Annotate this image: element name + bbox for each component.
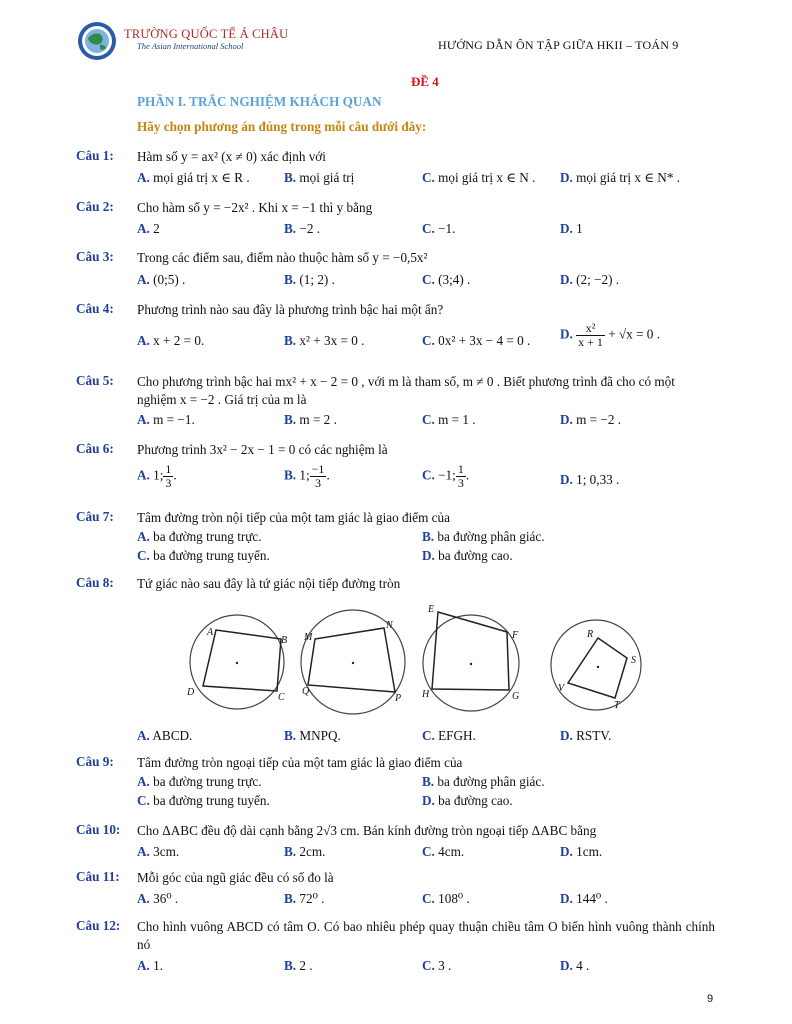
school-name-vn: TRƯỜNG QUỐC TẾ Á CHÂU bbox=[124, 27, 289, 41]
option-c: C. mọi giá trị x ∈ N . bbox=[422, 170, 536, 185]
option-c: C. EFGH. bbox=[422, 728, 476, 743]
question-label: Câu 3: bbox=[76, 249, 114, 264]
question-label: Câu 6: bbox=[76, 441, 114, 456]
question-label: Câu 2: bbox=[76, 199, 114, 214]
question-stem: Tứ giác nào sau đây là tứ giác nội tiếp đường tròn bbox=[137, 576, 401, 591]
option-b: B. (1; 2) . bbox=[284, 272, 335, 287]
option-a: A. m = −1. bbox=[137, 412, 195, 427]
option-c: C. 108⁰ . bbox=[422, 891, 470, 906]
question-label: Câu 7: bbox=[76, 509, 114, 524]
option-c: C. m = 1 . bbox=[422, 412, 476, 427]
label-s: S bbox=[631, 655, 636, 666]
option-d: D. $\frac{\text{x²}}{x + 1}$ + √x = 0 . bbox=[560, 321, 660, 349]
question-label: Câu 4: bbox=[76, 301, 114, 316]
question-label: Câu 9: bbox=[76, 754, 114, 769]
option-a: A. ABCD. bbox=[137, 728, 193, 743]
option-b: B. ba đường phân giác. bbox=[422, 529, 545, 544]
option-d: D. ba đường cao. bbox=[422, 548, 513, 563]
option-a: A. x + 2 = 0. bbox=[137, 333, 205, 348]
option-d: D. mọi giá trị x ∈ N* . bbox=[560, 170, 681, 185]
option-b: B. −2 . bbox=[284, 221, 321, 236]
option-d: D. 1 bbox=[560, 221, 583, 236]
option-c: C. −1. bbox=[422, 221, 456, 236]
option-d: D. 4 . bbox=[560, 958, 590, 973]
option-a: A. 3cm. bbox=[137, 844, 180, 859]
question-stem: Phương trình 3x² − 2x − 1 = 0 có các nghiệm là bbox=[137, 442, 388, 457]
label-v: V bbox=[558, 683, 565, 694]
option-b: B. x² + 3x = 0 . bbox=[284, 333, 365, 348]
option-b: B. mọi giá trị bbox=[284, 170, 355, 185]
figure-rstv bbox=[551, 620, 641, 710]
label-m: M bbox=[304, 632, 313, 643]
figure-efgh bbox=[423, 612, 519, 711]
option-c: C. −1; $\frac{1}{3}$ . bbox=[422, 462, 470, 490]
option-a: A. ba đường trung trực. bbox=[137, 774, 262, 789]
option-a: A. ba đường trung trực. bbox=[137, 529, 262, 544]
option-b: B. ba đường phân giác. bbox=[422, 774, 545, 789]
option-d: D. RSTV. bbox=[560, 728, 612, 743]
instruction: Hãy chọn phương án đúng trong mỗi câu dưới đây: bbox=[137, 119, 427, 134]
option-d: D. m = −2 . bbox=[560, 412, 622, 427]
question-label: Câu 1: bbox=[76, 148, 114, 163]
question-label: Câu 8: bbox=[76, 575, 114, 590]
option-b: B. 2cm. bbox=[284, 844, 326, 859]
label-r: R bbox=[587, 629, 594, 640]
option-d: D. 144⁰ . bbox=[560, 891, 608, 906]
exam-title: ĐỀ 4 bbox=[411, 74, 439, 89]
question-stem: Cho hàm số y = −2x² . Khi x = −1 thì y bằng bbox=[137, 200, 373, 215]
question-stem: Trong các điểm sau, điểm nào thuộc hàm số y = −0,5x² bbox=[137, 250, 428, 265]
option-c: C. (3;4) . bbox=[422, 272, 471, 287]
option-a: A. 2 bbox=[137, 221, 160, 236]
question-label: Câu 5: bbox=[76, 373, 114, 388]
label-a: A bbox=[207, 627, 214, 638]
option-b: B. 1; $\frac{-1}{3}$ . bbox=[284, 462, 330, 490]
label-b: B bbox=[281, 635, 288, 646]
question-stem: Mỗi góc của ngũ giác đều có số đo là bbox=[137, 870, 334, 885]
option-c: C. ba đường trung tuyến. bbox=[137, 793, 270, 808]
option-b: B. MNPQ. bbox=[284, 728, 341, 743]
option-a: A. 1. bbox=[137, 958, 164, 973]
figure-abcd bbox=[190, 615, 284, 709]
label-d: D bbox=[187, 687, 195, 698]
document-title: HƯỚNG DẪN ÔN TẬP GIỮA HKII – TOÁN 9 bbox=[438, 38, 679, 52]
label-n: N bbox=[386, 620, 393, 631]
option-a: A. mọi giá trị x ∈ R . bbox=[137, 170, 250, 185]
label-c: C bbox=[278, 692, 285, 703]
question-stem: Hàm số y = ax² (x ≠ 0) xác định với bbox=[137, 149, 326, 164]
question-stem: Tâm đường tròn ngoại tiếp của một tam giác là giao điểm của bbox=[137, 755, 463, 770]
option-c: C. ba đường trung tuyến. bbox=[137, 548, 270, 563]
question-label: Câu 11: bbox=[76, 869, 120, 884]
page-number: 9 bbox=[707, 993, 714, 1005]
question-stem: Cho hình vuông ABCD có tâm O. Có bao nhiêu phép quay thuận chiều tâm O biến hình vuông thành chính nó bbox=[137, 919, 715, 952]
school-logo-icon bbox=[76, 20, 118, 62]
option-d: D. ba đường cao. bbox=[422, 793, 513, 808]
question-stem: Cho ΔABC đều độ dài cạnh bằng 2√3 cm. Bán kính đường tròn ngoại tiếp ΔABC bằng bbox=[137, 823, 597, 838]
option-d: D. 1; 0,33 . bbox=[560, 472, 620, 487]
question-stem: Tâm đường tròn nội tiếp của một tam giác là giao điểm của bbox=[137, 510, 450, 525]
option-c: C. 3 . bbox=[422, 958, 452, 973]
quadrilateral-figures bbox=[180, 600, 650, 718]
option-b: B. m = 2 . bbox=[284, 412, 337, 427]
section-title: PHẦN I. TRẮC NGHIỆM KHÁCH QUAN bbox=[137, 94, 382, 109]
option-a: A. 36⁰ . bbox=[137, 891, 179, 906]
question-stem: Cho phương trình bậc hai mx² + x − 2 = 0 , với m là tham số, m ≠ 0 . Biết phương trình đã cho có một nghiệm x = −2 . Giá trị của m là bbox=[137, 374, 675, 407]
option-b: B. 72⁰ . bbox=[284, 891, 325, 906]
question-stem: Phương trình nào sau đây là phương trình bậc hai một ẩn? bbox=[137, 302, 444, 317]
label-h: H bbox=[422, 689, 430, 700]
label-f: F bbox=[512, 630, 519, 641]
option-d: D. 1cm. bbox=[560, 844, 603, 859]
label-p: P bbox=[395, 693, 402, 704]
option-c: C. 0x² + 3x − 4 = 0 . bbox=[422, 333, 531, 348]
option-b: B. 2 . bbox=[284, 958, 313, 973]
option-a: A. (0;5) . bbox=[137, 272, 186, 287]
option-a: A. 1; $\frac{1}{3}$ . bbox=[137, 462, 177, 490]
label-t: T bbox=[614, 700, 620, 711]
label-e: E bbox=[428, 604, 435, 615]
label-q: Q bbox=[302, 686, 310, 697]
label-g: G bbox=[512, 691, 520, 702]
option-d: D. (2; −2) . bbox=[560, 272, 620, 287]
question-label: Câu 10: bbox=[76, 822, 121, 837]
school-name-en: The Asian International School bbox=[137, 41, 244, 51]
question-label: Câu 12: bbox=[76, 918, 121, 933]
option-c: C. 4cm. bbox=[422, 844, 465, 859]
